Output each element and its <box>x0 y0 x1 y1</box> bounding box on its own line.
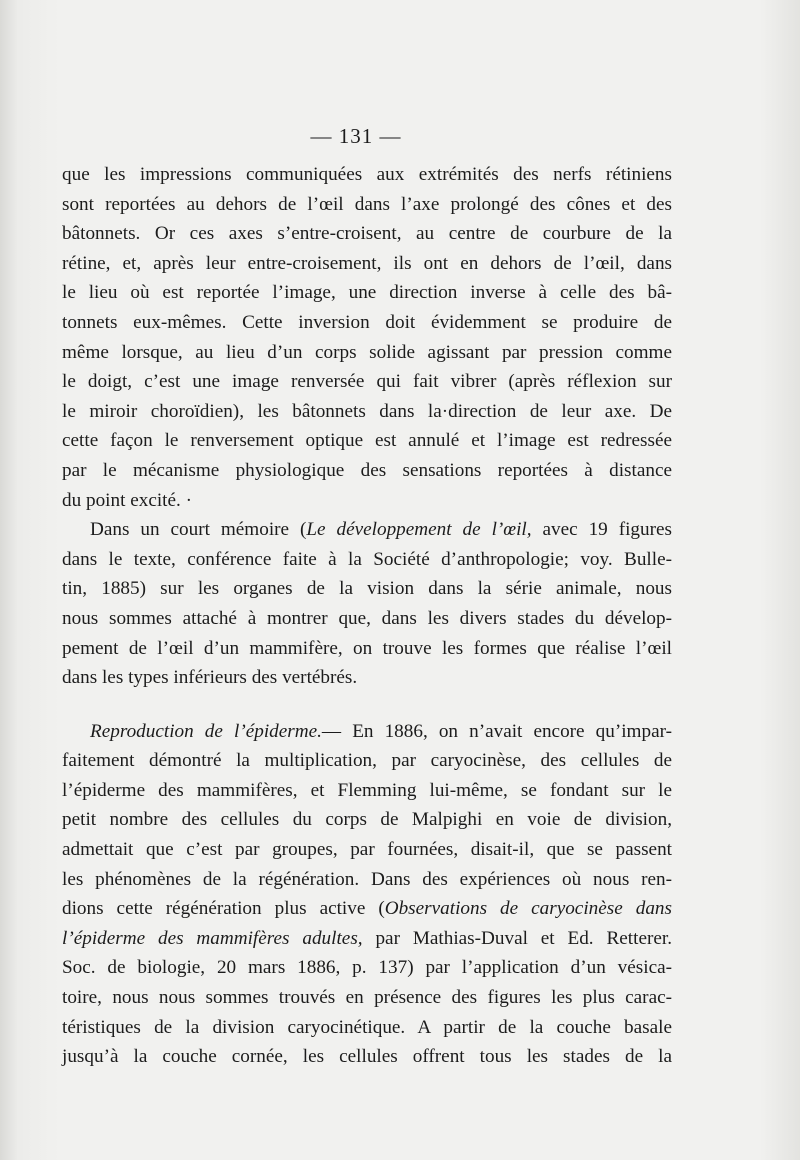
text-line: du point excité. · <box>62 489 193 511</box>
text-line: admettait que c’est par groupes, par fournées, disait-il, que se passent <box>62 839 672 861</box>
paragraph-1 <box>62 160 672 515</box>
paragraph-2 <box>62 515 672 693</box>
text-line: même lorsque, au lieu d’un corps solide agissant par pression comme <box>62 341 672 363</box>
section-spacer <box>62 693 672 717</box>
text-line: rétine, et, après leur entre-croisement, ils ont en dehors de l’œil, dans <box>62 252 672 274</box>
text-line: l’épiderme des mammifères, et Flemming lui-même, se fondant sur le <box>62 779 672 801</box>
citation-title: Observations de caryocinèse dans <box>384 898 672 920</box>
text-line: toire, nous nous sommes trouvés en présence des figures les plus carac- <box>62 987 672 1009</box>
text-line: Soc. de biologie, 20 mars 1886, p. 137) par l’application d’un vésica- <box>62 957 672 979</box>
text-line <box>62 717 672 747</box>
body-text <box>62 160 672 1072</box>
citation-title: Le développement de l’œil, <box>306 519 532 541</box>
text-line: le miroir choroïdien), les bâtonnets dans la·direction de leur axe. De <box>62 400 672 422</box>
text-line: cette façon le renversement optique est annulé et l’image est redressée <box>62 430 672 452</box>
text-line: dans le texte, conférence faite à la Société d’anthropologie; voy. Bulle- <box>62 548 672 570</box>
text-line <box>62 515 672 545</box>
text-line: les phénomènes de la régénération. Dans des expériences où nous ren- <box>62 868 672 890</box>
text-run: avec 19 figures <box>531 519 672 541</box>
text-run: Dans un court mémoire ( <box>90 519 307 541</box>
text-line: par le mécanisme physiologique des sensations reportées à distance <box>62 459 672 481</box>
text-line: nous sommes attaché à montrer que, dans les divers stades du dévelop- <box>62 607 672 629</box>
text-line: le doigt, c’est une image renversée qui fait vibrer (après réflexion sur <box>62 371 672 393</box>
text-line <box>62 924 672 954</box>
text-run: par Mathias-Duval et Ed. Retterer. <box>362 927 672 949</box>
text-line: pement de l’œil d’un mammifère, on trouve les formes que réalise l’œil <box>62 637 672 659</box>
text-line: que les impressions communiquées aux extrémités des nerfs rétiniens <box>62 164 672 185</box>
text-line: jusqu’à la couche cornée, les cellules offrent tous les stades de la <box>62 1046 672 1068</box>
citation-title: l’épiderme des mammifères adultes, <box>62 927 363 949</box>
text-line <box>62 894 672 924</box>
text-line: petit nombre des cellules du corps de Malpighi en voie de division, <box>62 809 672 831</box>
text-run: dions cette régénération plus active ( <box>62 898 385 920</box>
text-line: faitement démontré la multiplication, par caryocinèse, des cellules de <box>62 750 672 772</box>
text-run: — En 1886, on n’avait encore qu’impar- <box>321 720 672 742</box>
text-line: téristiques de la division caryocinétique. A partir de la couche basale <box>62 1016 672 1038</box>
text-line: tin, 1885) sur les organes de la vision dans la série animale, nous <box>62 578 672 600</box>
text-line: tonnets eux-mêmes. Cette inversion doit évidemment se produire de <box>62 311 672 333</box>
text-line: le lieu où est reportée l’image, une direction inverse à celle des bâ- <box>62 282 672 304</box>
paragraph-3 <box>62 717 672 1072</box>
text-line: bâtonnets. Or ces axes s’entre-croisent, au centre de courbure de la <box>62 223 672 245</box>
text-line: dans les types inférieurs des vertébrés. <box>62 667 358 689</box>
section-heading: Reproduction de l’épiderme. <box>90 720 322 742</box>
page-number: — 131 — <box>310 124 402 148</box>
text-line: sont reportées au dehors de l’œil dans l’axe prolongé des cônes et des <box>62 193 672 215</box>
